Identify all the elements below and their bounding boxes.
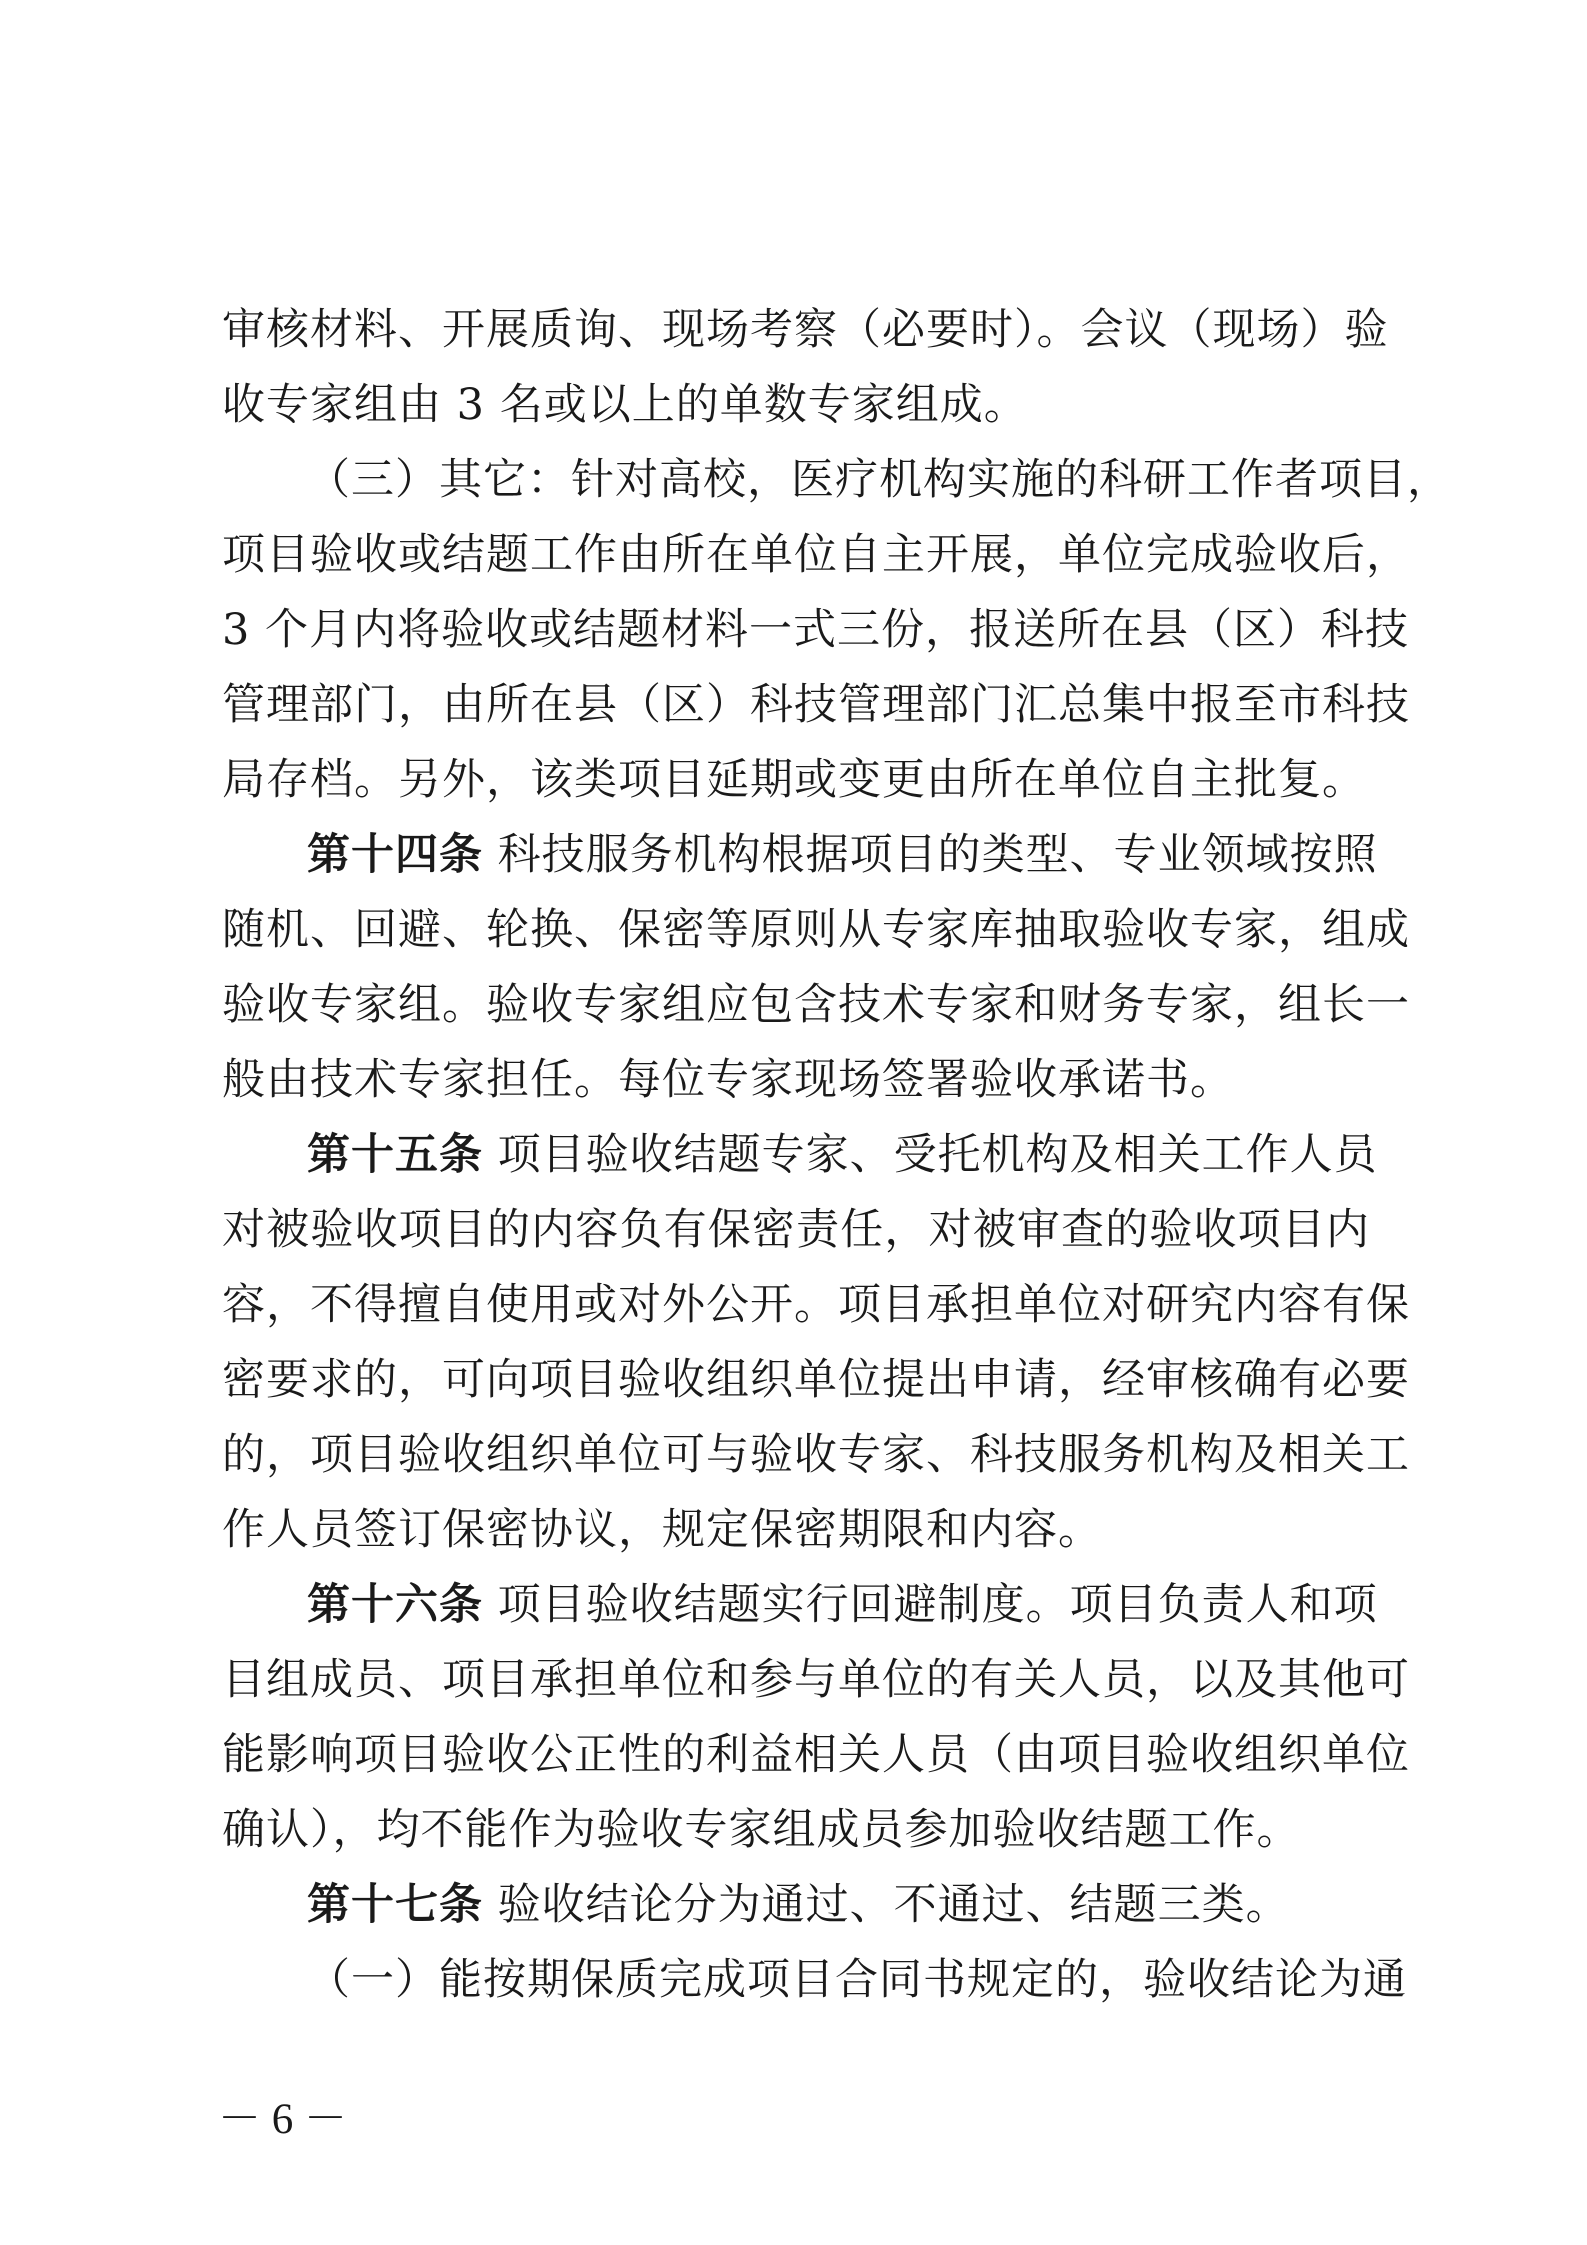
- paragraph-line: 般由技术专家担任。每位专家现场签署验收承诺书。: [222, 1055, 1234, 1105]
- paragraph-line: 随机、回避、轮换、保密等原则从专家库抽取验收专家，组成: [222, 905, 1410, 955]
- paragraph-line: 能影响项目验收公正性的利益相关人员（由项目验收组织单位: [222, 1730, 1410, 1780]
- paragraph-line: 对被验收项目的内容负有保密责任，对被审查的验收项目内: [222, 1205, 1370, 1255]
- article-number: 第十七条: [307, 1880, 483, 1930]
- paragraph-line: 作人员签订保密协议，规定保密期限和内容。: [222, 1505, 1102, 1555]
- paragraph-line: 确认），均不能作为验收专家组成员参加验收结题工作。: [222, 1805, 1301, 1855]
- paragraph-line: 密要求的，可向项目验收组织单位提出申请，经审核确有必要: [222, 1355, 1410, 1405]
- article-heading-17: [307, 1875, 1290, 1935]
- paragraph-line: 验收专家组。验收专家组应包含技术专家和财务专家，组长一: [222, 980, 1410, 1030]
- paragraph-line: 3 个月内将验收或结题材料一式三份，报送所在县（区）科技: [222, 605, 1410, 655]
- article-text: 验收结论分为通过、不通过、结题三类。: [497, 1880, 1290, 1930]
- paragraph-line: 容，不得擅自使用或对外公开。项目承担单位对研究内容有保: [222, 1280, 1410, 1330]
- article-heading-15: [307, 1125, 1378, 1185]
- paragraph-line: （三）其它：针对高校，医疗机构实施的科研工作者项目，: [307, 455, 1451, 505]
- article-heading-14: [307, 825, 1378, 885]
- paragraph-line: 目组成员、项目承担单位和参与单位的有关人员，以及其他可: [222, 1655, 1410, 1705]
- paragraph-line: 管理部门，由所在县（区）科技管理部门汇总集中报至市科技: [222, 680, 1410, 730]
- paragraph-line: 审核材料、开展质询、现场考察（必要时）。会议（现场）验: [222, 305, 1389, 355]
- paragraph-line: 局存档。另外，该类项目延期或变更由所在单位自主批复。: [222, 755, 1366, 805]
- paragraph-line: （一）能按期保质完成项目合同书规定的，验收结论为通: [307, 1955, 1407, 2005]
- paragraph-line: 的，项目验收组织单位可与验收专家、科技服务机构及相关工: [222, 1430, 1410, 1480]
- article-text: 科技服务机构根据项目的类型、专业领域按照: [497, 830, 1378, 880]
- article-text: 项目验收结题专家、受托机构及相关工作人员: [497, 1130, 1378, 1180]
- article-number: 第十六条: [307, 1580, 483, 1630]
- page-number: － 6 －: [218, 2096, 347, 2143]
- paragraph-line: 收专家组由 3 名或以上的单数专家组成。: [222, 380, 1028, 430]
- article-number: 第十四条: [307, 830, 483, 880]
- paragraph-line: 项目验收或结题工作由所在单位自主开展，单位完成验收后，: [222, 530, 1410, 580]
- article-text: 项目验收结题实行回避制度。项目负责人和项: [497, 1580, 1378, 1630]
- article-heading-16: [307, 1575, 1378, 1635]
- article-number: 第十五条: [307, 1130, 483, 1180]
